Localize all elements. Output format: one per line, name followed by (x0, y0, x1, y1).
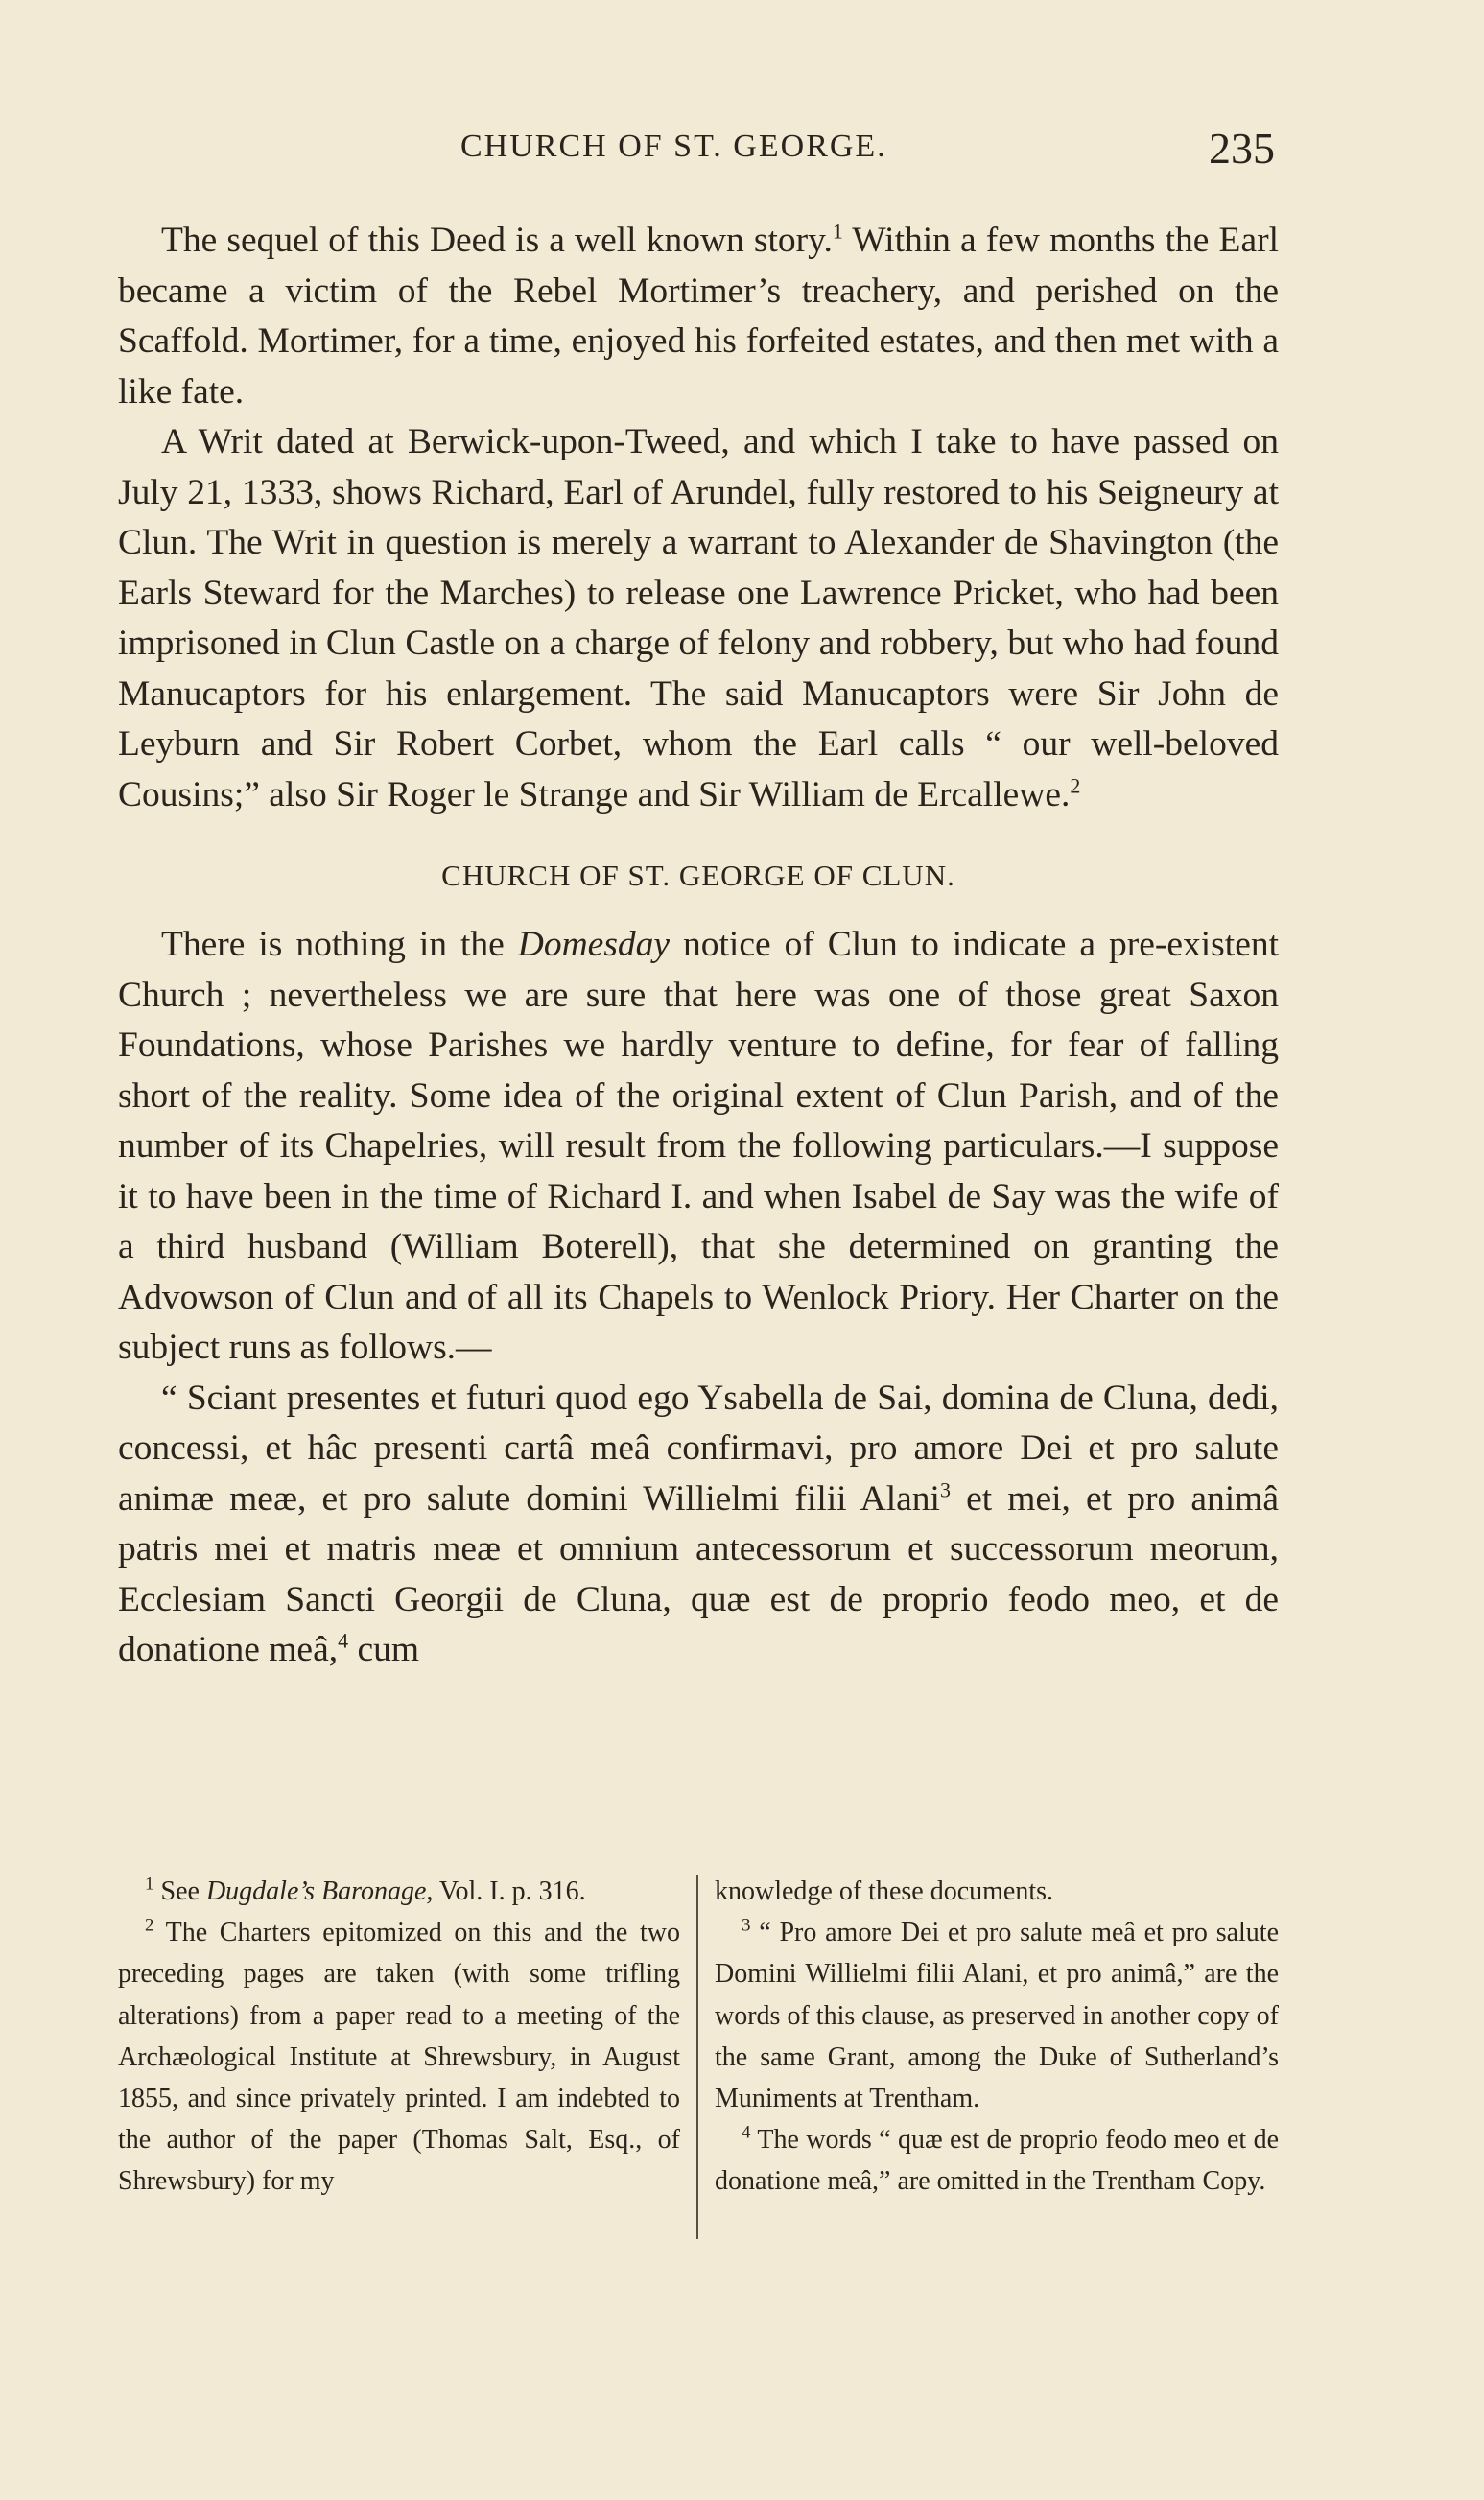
footnote-4 (715, 2119, 1279, 2202)
paragraph-3-text: There is nothing in the (161, 925, 518, 964)
footnote-1-number: 1 (145, 1874, 154, 1895)
footnote-ref-2: 2 (1070, 773, 1081, 797)
page-header (0, 123, 1484, 180)
paragraph-1-text: The sequel of this Deed is a well known story. (161, 221, 833, 260)
section-heading: CHURCH OF ST. GEORGE OF CLUN. (441, 859, 955, 892)
footnote-3-number: 3 (742, 1915, 751, 1936)
paragraph-1 (118, 216, 1279, 417)
charter-quote (118, 1374, 1279, 1676)
footnotes-left-column (118, 1871, 680, 2203)
charter-text: “ Sciant presentes et futuri quod ego Ysabella de Sai, domina de Cluna, dedi, concessi, et hâc presenti cartâ meâ confirmavi, pro amore Dei et pro salute animæ meæ, et pro salute domini Willielmi filii Alani (118, 1378, 1279, 1519)
footnote-ref-3: 3 (939, 1477, 951, 1501)
footnote-3 (715, 1912, 1279, 2119)
footnote-2-text: The Charters epitomized on this and the two preceding pages are taken (with some trifling alterations) from a paper read to a meeting of the Archæological Institute at Shrewsbury, in August 1855, and since privately printed. I am indebted to the author of the paper (Thomas Salt, Esq., of Shrewsbury) for my (118, 1918, 680, 2197)
footnote-1-text-cont: Vol. I. p. 316. (433, 1876, 586, 1906)
footnote-2-continued: knowledge of these documents. (715, 1876, 1054, 1906)
footnote-1-text: See (153, 1876, 206, 1906)
paragraph-1-text-cont: Within a few months the Earl became a victim of the Rebel Mortimer’s treachery, and perished on the Scaffold. Mortimer, for a time, enjoyed his forfeited estates, and then met with a like fate. (118, 221, 1279, 412)
paragraph-2 (118, 417, 1279, 820)
running-title: CHURCH OF ST. GEORGE. (460, 129, 887, 164)
main-text (118, 216, 1279, 1676)
footnote-3-text: “ Pro amore Dei et pro salute meâ et pro salute Domini Willielmi filii Alani, et pro animâ,” are the words of this clause, as preserved in another copy of the same Grant, among the Duke of Sutherland’s Muniments at Trentham. (715, 1918, 1279, 2114)
footnote-2 (118, 1912, 680, 2202)
footnote-ref-4: 4 (338, 1628, 349, 1653)
charter-text-end: cum (348, 1630, 420, 1669)
page-number: 235 (1209, 124, 1275, 173)
paragraph-3 (118, 920, 1279, 1374)
footnote-2-number: 2 (145, 1915, 154, 1936)
footnotes-right-column (715, 1871, 1279, 2203)
footnotes (0, 1871, 1484, 2312)
footnote-1 (118, 1871, 680, 1912)
footnote-4-number: 4 (742, 2122, 751, 2143)
footnote-ref-1: 1 (832, 219, 843, 244)
footnote-column-divider (696, 1875, 698, 2239)
domesday-italic: Domesday (517, 925, 671, 964)
footnote-1-italic: Dugdale’s Baronage, (205, 1876, 434, 1906)
paragraph-2-text: A Writ dated at Berwick-upon-Tweed, and which I take to have passed on July 21, 1333, shows Richard, Earl of Arundel, fully restored to his Seigneury at Clun. The Writ in question is merely a warrant to Alexander de Shavington (the Earls Steward for the Marches) to release one Lawrence Pricket, who had been imprisoned in Clun Castle on a charge of felony and robbery, but who had found Manucaptors for his enlargement. The said Manucaptors were Sir John de Leyburn and Sir Robert Corbet, whom the Earl calls “ our well-beloved Cousins;” also Sir Roger le Strange and Sir William de Ercallewe. (118, 422, 1279, 814)
paragraph-3-text-cont: notice of Clun to indicate a pre-existent Church ; nevertheless we are sure that here was one of those great Saxon Foundations, whose Parishes we hardly venture to define, for fear of falling short of the reality. Some idea of the original extent of Clun Parish, and of the number of its Chapelries, will result from the following particulars.—I suppose it to have been in the time of Richard I. and when Isabel de Say was the wife of a third husband (William Boterell), that she determined on granting the Advowson of Clun and of all its Chapels to Wenlock Priory. Her Charter on the subject runs as follows.— (118, 925, 1280, 1367)
footnote-4-text: The words “ quæ est de proprio feodo meo et de donatione meâ,” are omitted in the Trentham Copy. (715, 2125, 1279, 2197)
charter-text-cont: et mei, et pro animâ patris mei et matris meæ et omnium antecessorum et successorum meorum, Ecclesiam Sancti Georgii de Cluna, quæ est de proprio feodo meo, et de donatione meâ, (118, 1478, 1279, 1669)
